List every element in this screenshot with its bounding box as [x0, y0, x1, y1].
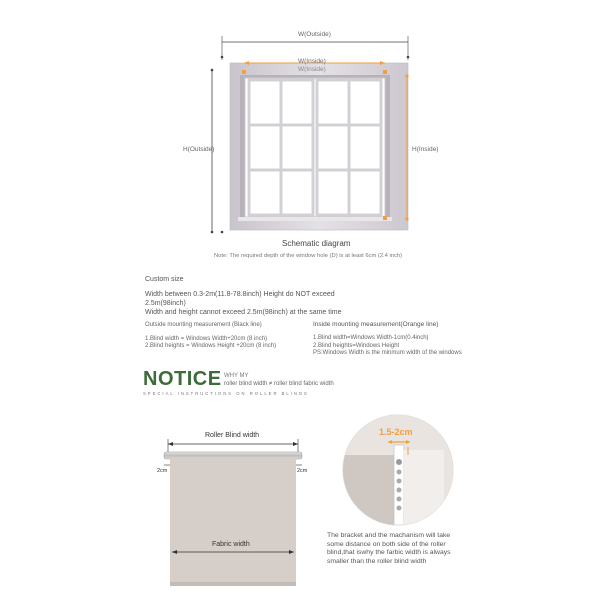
closeup-explanation: The bracket and the machanism will take some distance on both side of the roller blind,that iswhy the farbic width is always smaller than the roller blind width	[327, 532, 451, 565]
custom-size-line1: Width between 0.3-2m(11.8-78.8inch) Height do NOT exceed	[145, 291, 335, 298]
h-outside-label: H(Outside)	[183, 146, 215, 153]
w-inside-label: W(Inside)	[298, 58, 326, 65]
outside-mount-item1: 1.Blind width = Windows Width+20cm (8 inch)	[145, 336, 268, 342]
custom-size-line3: Width and height cannot exceed 2.5m(98inch) at the same time	[145, 309, 342, 316]
schematic-title: Schematic diagram	[282, 239, 351, 248]
notice-title: NOTICE	[143, 368, 222, 390]
custom-size-line2: 2.5m(98inch)	[145, 300, 186, 307]
outside-mount-item2: 2.Blind heights = Windows Height +20cm (8 inch)	[145, 343, 277, 349]
right-gap-label: 2cm	[297, 468, 308, 474]
inside-mount-item1: 1.Blind width=Windows Width-1cm(0.4inch)	[313, 335, 429, 341]
outside-mount-heading: Outside mounting measurement (Black line)	[145, 322, 262, 328]
inside-mount-item2: 2.Blind heights=Windows Height	[313, 343, 400, 349]
w-inside-label-dup: W(Inside)	[298, 66, 326, 73]
inside-mount-item3: PS:Windows Width is the minmum width of the windows	[313, 350, 462, 356]
notice-subtitle: roller blind width ≠ roller blind fabric width	[224, 381, 334, 387]
w-outside-label: W(Outside)	[298, 31, 331, 38]
schematic-note: Note: The required depth of the window hole (D) is at least 6cm (2.4 inch)	[214, 253, 403, 259]
notice-why: WHY MY	[224, 373, 249, 379]
gap-size-label: 1.5-2cm	[379, 427, 413, 437]
blind-fabric	[170, 458, 296, 585]
fabric-width-label: Fabric width	[212, 541, 250, 548]
inside-mount-heading: Inside mounting measurement(Orange line)	[313, 321, 439, 328]
roller-tube	[164, 452, 302, 459]
h-inside-label: H(Inside)	[412, 146, 439, 153]
roller-blind-width-label: Roller Blind width	[205, 432, 260, 439]
notice-special: SPECIAL INSTRUCTIONS ON ROLLER BLINDS	[143, 391, 309, 396]
left-gap-label: 2cm	[157, 468, 168, 474]
custom-size-heading: Custom size	[145, 276, 184, 283]
